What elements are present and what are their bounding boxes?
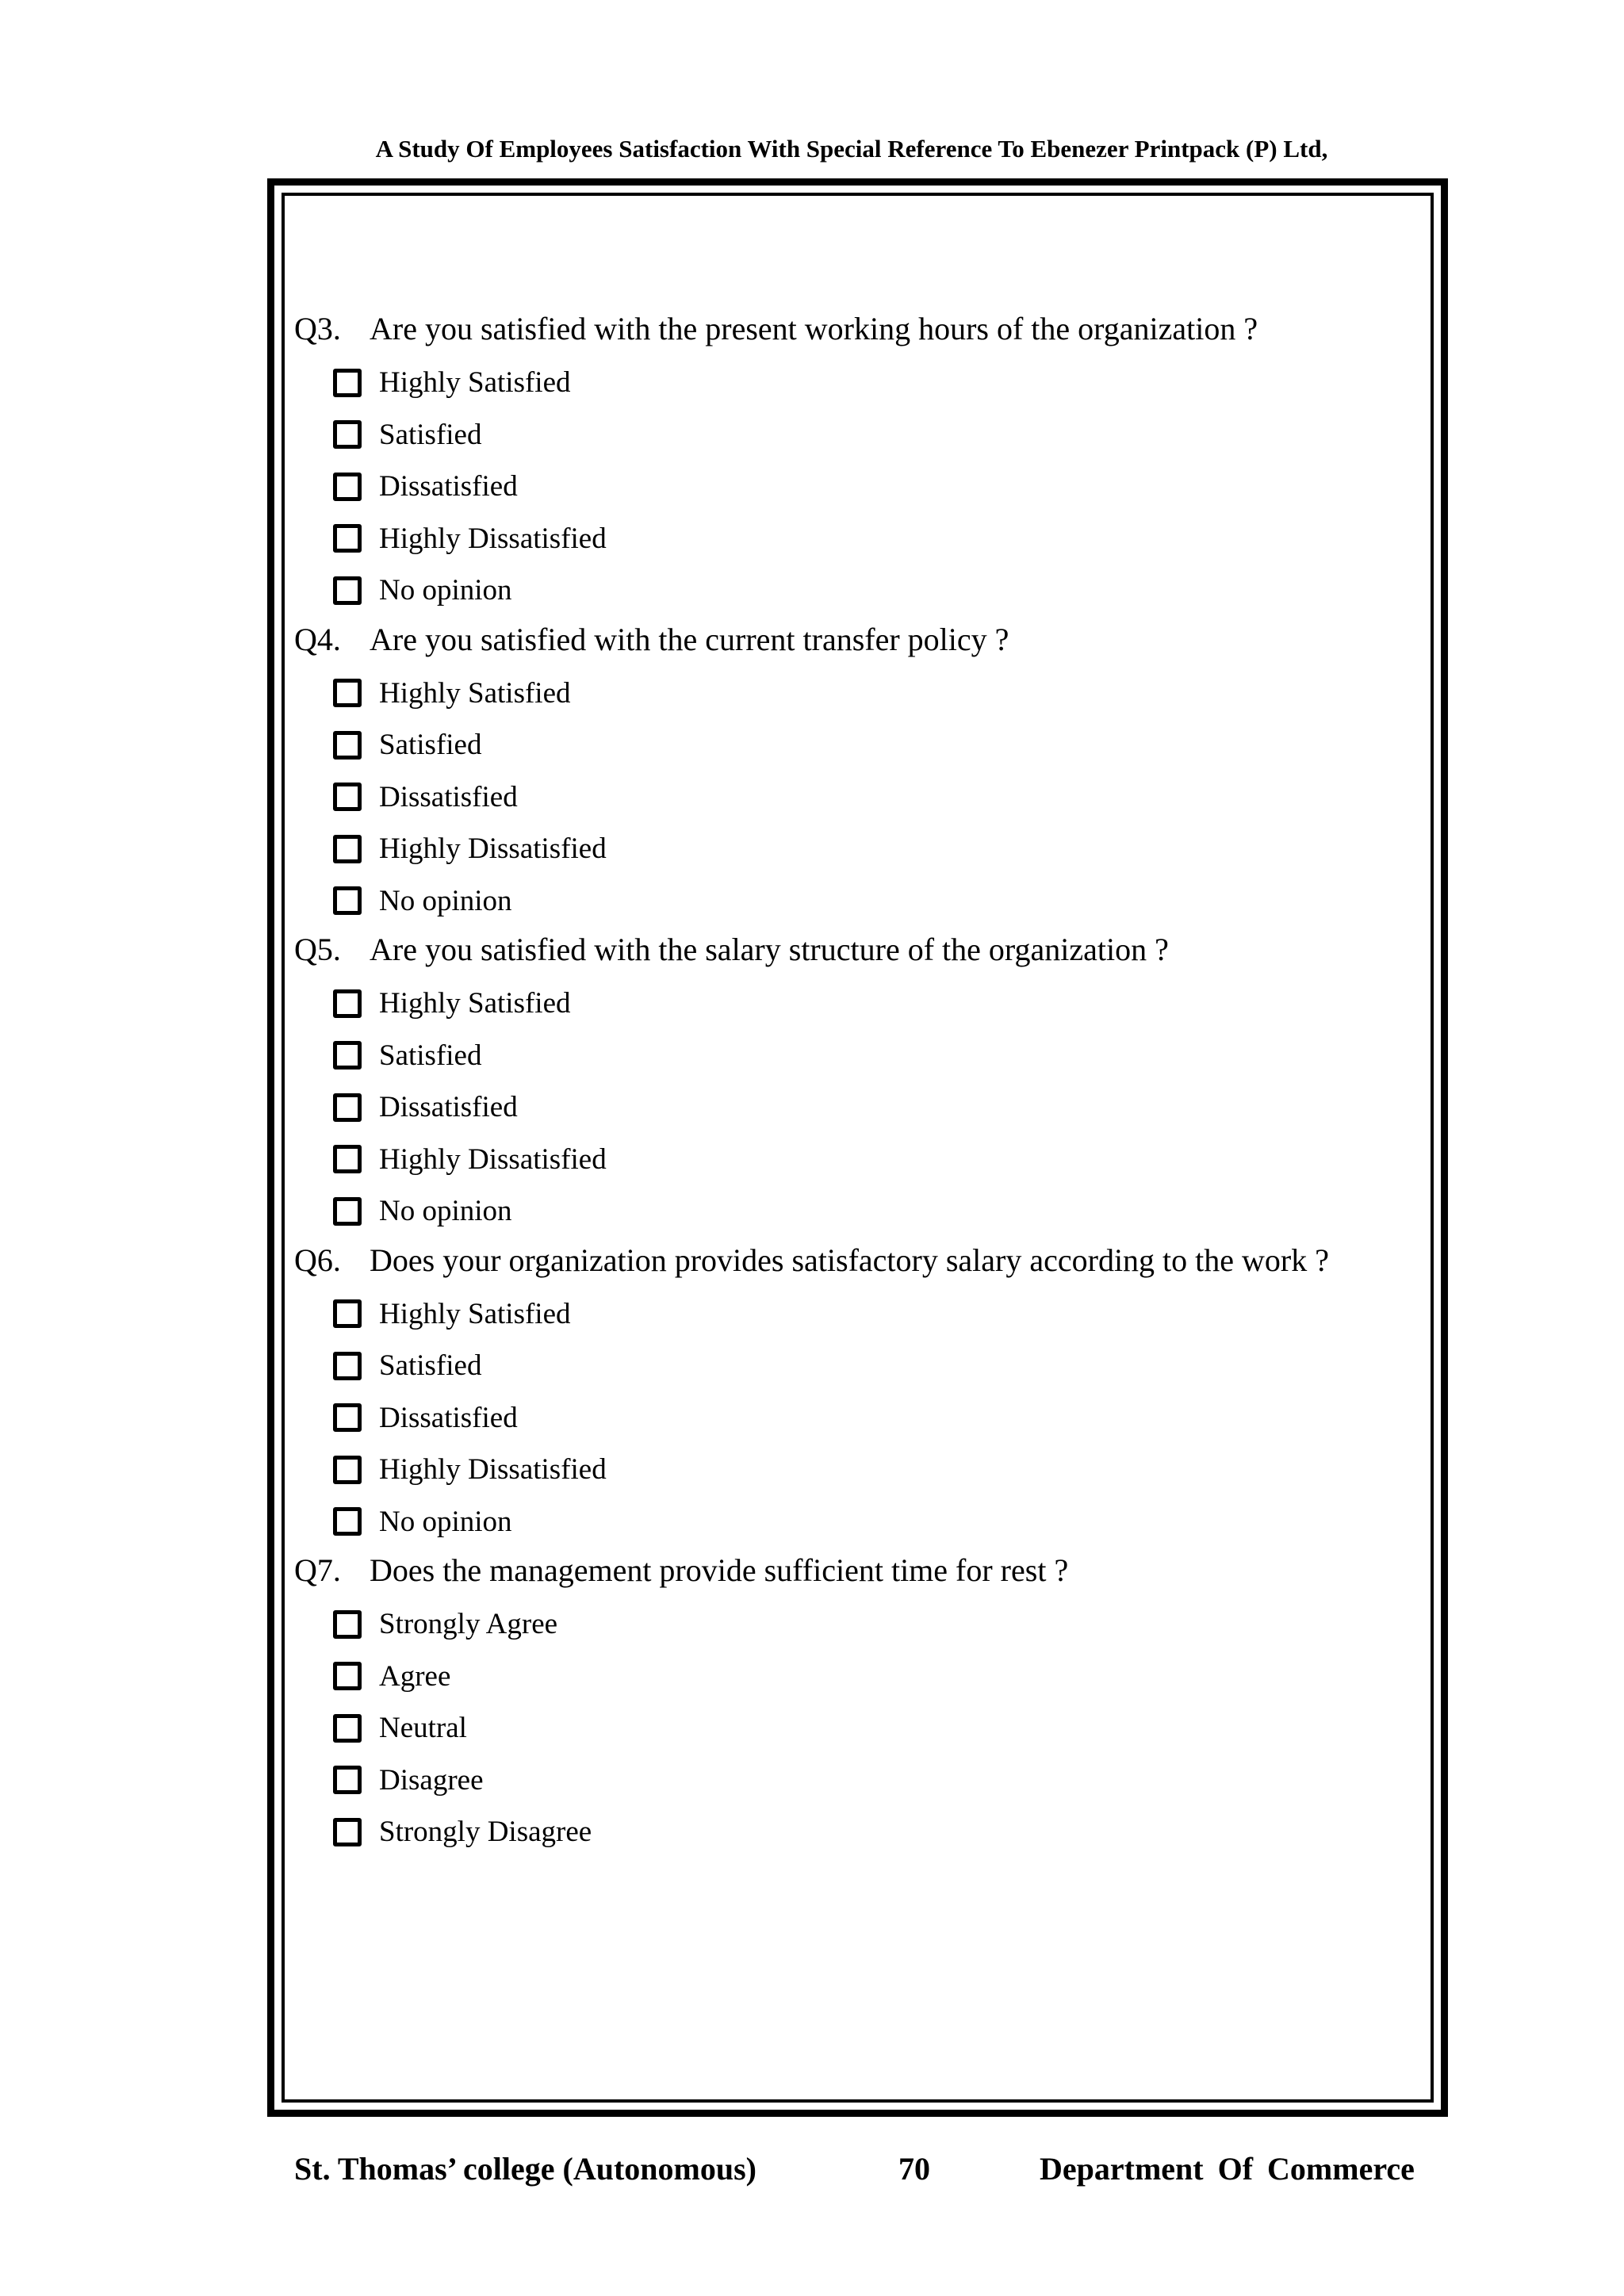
checkbox[interactable] <box>333 1456 362 1484</box>
option-item <box>333 357 1420 409</box>
checkbox[interactable] <box>333 731 362 760</box>
option-label: No opinion <box>379 1195 512 1228</box>
option-item <box>333 978 1420 1030</box>
checkbox[interactable] <box>333 576 362 605</box>
question-q3 <box>294 306 1420 617</box>
option-item <box>333 564 1420 617</box>
option-item <box>333 875 1420 928</box>
footer-college: St. Thomas’ college (Autonomous) <box>294 2151 756 2187</box>
option-label: Highly Satisfied <box>379 1297 571 1330</box>
checkbox[interactable] <box>333 835 362 863</box>
option-label: Disagree <box>379 1763 484 1797</box>
option-item <box>333 1651 1420 1703</box>
option-item <box>333 513 1420 565</box>
option-label: Dissatisfied <box>379 780 518 813</box>
question-text <box>294 1548 1420 1594</box>
checkbox[interactable] <box>333 1818 362 1846</box>
checkbox[interactable] <box>333 1145 362 1173</box>
option-item <box>333 1134 1420 1186</box>
option-label: Dissatisfied <box>379 1091 518 1124</box>
page-header-title: A Study Of Employees Satisfaction With Special Reference To Ebenezer Printpack (P) Ltd, <box>375 135 1328 163</box>
question-number: Q7. <box>294 1552 341 1588</box>
option-label: Satisfied <box>379 418 482 451</box>
option-item <box>333 1340 1420 1392</box>
option-label: Highly Satisfied <box>379 987 571 1020</box>
question-q7 <box>294 1548 1420 1858</box>
question-number: Q4. <box>294 621 341 657</box>
option-item <box>333 1030 1420 1082</box>
option-item <box>333 771 1420 824</box>
checkbox[interactable] <box>333 473 362 501</box>
option-label: Highly Dissatisfied <box>379 1142 607 1176</box>
option-list <box>294 668 1420 928</box>
option-item <box>333 1702 1420 1755</box>
option-label: Satisfied <box>379 729 482 762</box>
option-item <box>333 409 1420 461</box>
checkbox[interactable] <box>333 1662 362 1690</box>
option-item <box>333 1496 1420 1548</box>
page-footer <box>0 2150 1624 2190</box>
checkbox[interactable] <box>333 989 362 1018</box>
option-item <box>333 1081 1420 1134</box>
option-label: No opinion <box>379 884 512 917</box>
question-q4 <box>294 617 1420 928</box>
option-item <box>333 1444 1420 1496</box>
option-item <box>333 1806 1420 1858</box>
option-item <box>333 719 1420 771</box>
checkbox[interactable] <box>333 369 362 397</box>
option-item <box>333 1288 1420 1341</box>
questionnaire <box>294 306 1420 1858</box>
checkbox[interactable] <box>333 783 362 811</box>
option-label: Neutral <box>379 1712 467 1745</box>
option-label: Dissatisfied <box>379 1401 518 1434</box>
checkbox[interactable] <box>333 1766 362 1794</box>
option-label: Agree <box>379 1659 451 1693</box>
option-label: Highly Satisfied <box>379 676 571 710</box>
option-label: Highly Satisfied <box>379 366 571 400</box>
option-label: No opinion <box>379 574 512 607</box>
question-number: Q3. <box>294 311 341 346</box>
footer-department: Department Of Commerce <box>1040 2151 1415 2187</box>
checkbox[interactable] <box>333 1352 362 1380</box>
option-item <box>333 823 1420 875</box>
option-label: Highly Dissatisfied <box>379 832 607 866</box>
option-label: Strongly Agree <box>379 1608 558 1641</box>
checkbox[interactable] <box>333 1714 362 1743</box>
option-list <box>294 1288 1420 1548</box>
question-number: Q5. <box>294 932 341 967</box>
question-label: Are you satisfied with the salary structure of the organization ? <box>370 932 1169 967</box>
question-text <box>294 617 1420 663</box>
question-label: Are you satisfied with the present working hours of the organization ? <box>370 311 1258 346</box>
option-item <box>333 461 1420 513</box>
option-label: Highly Dissatisfied <box>379 1453 607 1487</box>
option-label: No opinion <box>379 1505 512 1538</box>
option-label: Strongly Disagree <box>379 1816 592 1849</box>
question-q6 <box>294 1238 1420 1548</box>
checkbox[interactable] <box>333 1507 362 1536</box>
question-number: Q6. <box>294 1242 341 1278</box>
checkbox[interactable] <box>333 1403 362 1432</box>
option-list <box>294 1598 1420 1858</box>
option-label: Satisfied <box>379 1349 482 1383</box>
option-list <box>294 357 1420 617</box>
question-text <box>294 306 1420 352</box>
question-text <box>294 927 1420 973</box>
question-q5 <box>294 927 1420 1238</box>
option-item <box>333 1392 1420 1445</box>
checkbox[interactable] <box>333 420 362 449</box>
option-item <box>333 1598 1420 1651</box>
checkbox[interactable] <box>333 1093 362 1122</box>
checkbox[interactable] <box>333 1041 362 1070</box>
checkbox[interactable] <box>333 524 362 553</box>
page-number: 70 <box>898 2151 930 2187</box>
option-list <box>294 978 1420 1238</box>
option-label: Satisfied <box>379 1039 482 1072</box>
checkbox[interactable] <box>333 886 362 915</box>
question-label: Does your organization provides satisfactory salary according to the work ? <box>370 1242 1329 1278</box>
option-item <box>333 1755 1420 1807</box>
question-label: Does the management provide sufficient time for rest ? <box>370 1552 1069 1588</box>
checkbox[interactable] <box>333 1610 362 1639</box>
checkbox[interactable] <box>333 679 362 707</box>
option-label: Dissatisfied <box>379 470 518 503</box>
checkbox[interactable] <box>333 1299 362 1328</box>
option-label: Highly Dissatisfied <box>379 522 607 555</box>
question-label: Are you satisfied with the current transfer policy ? <box>370 621 1009 657</box>
option-item <box>333 668 1420 720</box>
checkbox[interactable] <box>333 1197 362 1226</box>
option-item <box>333 1185 1420 1238</box>
question-text <box>294 1238 1420 1284</box>
